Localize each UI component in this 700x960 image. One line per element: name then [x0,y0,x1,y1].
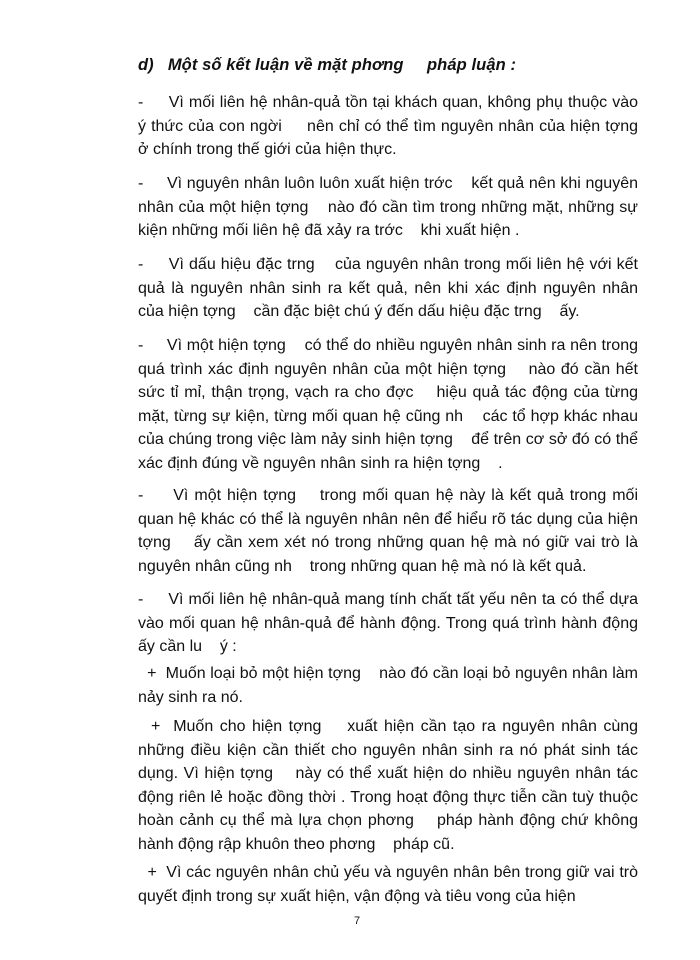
paragraph-2: - Vì nguyên nhân luôn luôn xuất hiện trớc kết quả nên khi nguyên nhân của một hiện tợng nào đó cần tìm trong những mặt, những sự kiện những mối liên hệ đã xảy ra trớc khi xuất hiện . [138,175,643,239]
paragraph-4: - Vì một hiện tợng có thể do nhiều nguyên nhân sinh ra nên trong quá trình xác định nguyên nhân của một hiện tợng nào đó cần hết sức tỉ mỉ, thận trọng, vạch ra cho đợc hiệu quả tác động của từng mặt, từng sự kiện, từng mối quan hệ cũng nh các tổ hợp khác nhau của chúng trong việc làm nảy sinh hiện tợng để trên cơ sở đó có thể xác định đúng về nguyên nhân sinh ra hiện tợng . [138,337,643,472]
paragraph-1: - Vì mối liên hệ nhân-quả tồn tại khách quan, không phụ thuộc vào ý thức của con ngời nên chỉ có thể tìm nguyên nhân của hiện tợng ở chính trong thế giới của hiện thực. [138,94,656,158]
section-heading: d) Một số kết luận về mặt phơng pháp luận : [138,56,517,74]
paragraph-9: + Vì các nguyên nhân chủ yếu và nguyên nhân bên trong giữ vai trò quyết định trong sự xuất hiện, vận động và tiêu vong của hiện [138,864,643,905]
paragraph-3: - Vì dấu hiệu đặc trng của nguyên nhân trong mối liên hệ với kết quả là nguyên nhân sinh ra kết quả, nên khi xác định nguyên nhân của hiện tợng cần đặc biệt chú ý đến dấu hiệu đặc trng ấy. [138,256,643,320]
paragraph-6: - Vì mối liên hệ nhân-quả mang tính chất tất yếu nên ta có thể dựa vào mối quan hệ nhân-quả để hành động. Trong quá trình hành động ấy cần lu ý : [138,591,643,655]
paragraph-5: - Vì một hiện tợng trong mối quan hệ này là kết quả trong mối quan hệ khác có thể là nguyên nhân nên để hiểu rõ tác dụng của hiện tợng ấy cần xem xét nó trong những quan hệ mà nó giữ vai trò là nguyên nhân cũng nh trong những quan hệ mà nó là kết quả. [138,487,643,575]
page-number: 7 [354,915,361,927]
paragraph-7: + Muốn loại bỏ một hiện tợng nào đó cần loại bỏ nguyên nhân làm nảy sinh ra nó. [138,665,643,706]
paragraph-8: + Muốn cho hiện tợng xuất hiện cần tạo ra nguyên nhân cùng những điều kiện cần thiết cho nguyên nhân sinh ra nó phát sinh tác dụng. Vì hiện tợng này có thể xuất hiện do nhiều nguyên nhân tác động riên lẻ hoặc đồng thời . Trong hoạt động thực tiễn cần tuỳ thuộc hoàn cảnh cụ thể mà lựa chọn phơng pháp hành động chứ không hành động rập khuôn theo phơng pháp cũ. [138,718,643,853]
